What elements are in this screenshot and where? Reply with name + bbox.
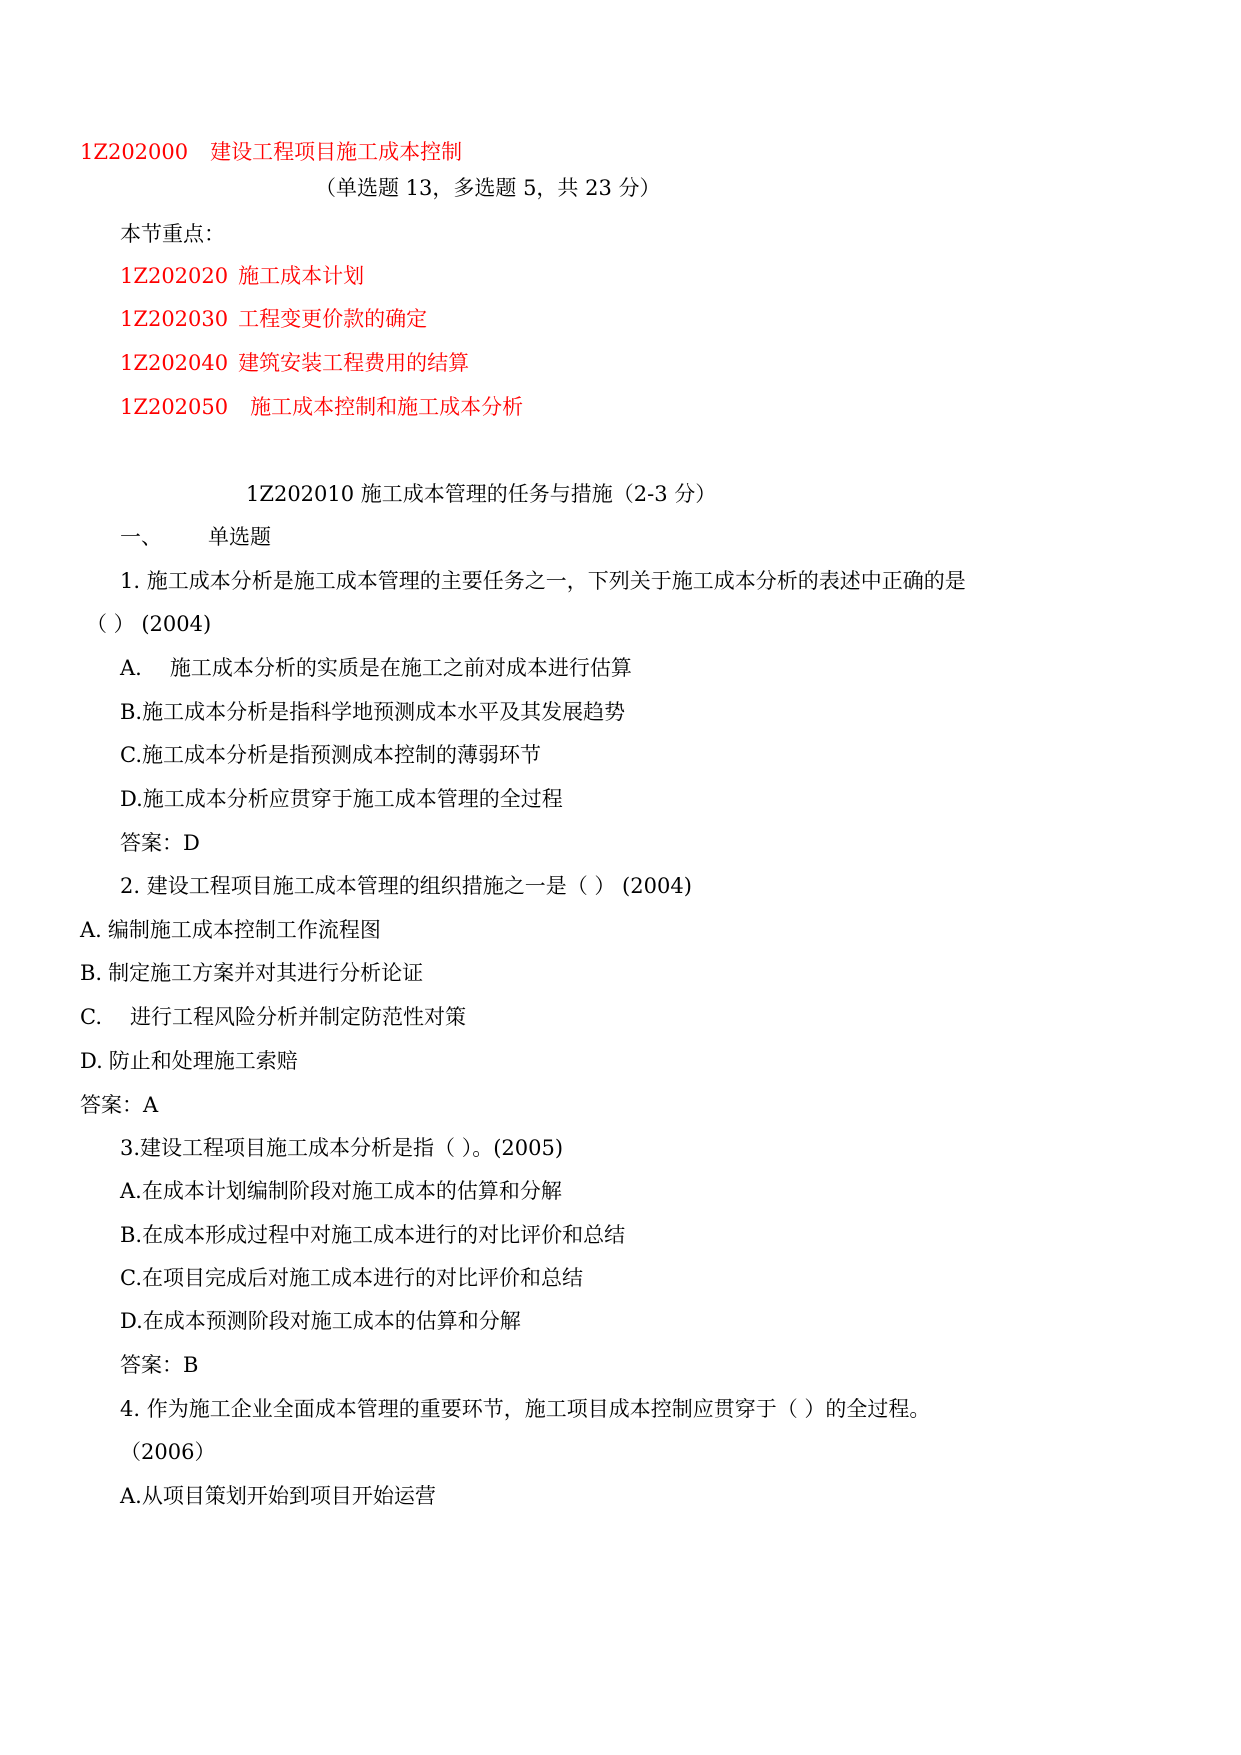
- key-point-code: 1Z202030: [120, 307, 229, 331]
- question-option: [120, 1220, 625, 1250]
- option-text: 施工成本分析应贯穿于施工成本管理的全过程: [142, 787, 563, 811]
- question-option: [80, 1046, 298, 1076]
- option-label: A.: [120, 1179, 142, 1203]
- question-answer: 答案：A: [80, 1093, 159, 1117]
- question-option: [120, 1481, 436, 1511]
- key-point-item: [120, 304, 427, 334]
- question-stem-continuation: （ ） (2004): [86, 612, 212, 636]
- option-text: 防止和处理施工索赔: [108, 1049, 298, 1073]
- question-answer: 答案：B: [120, 1353, 199, 1377]
- question-option: [120, 653, 632, 683]
- option-text: 进行工程风险分析并制定防范性对策: [130, 1005, 466, 1029]
- option-label: B.: [80, 961, 103, 985]
- option-label: C.: [120, 743, 142, 767]
- question-option: [80, 1002, 466, 1032]
- option-label: A.: [120, 1484, 142, 1508]
- option-label: D.: [80, 1049, 103, 1073]
- key-point-code: 1Z202040: [120, 351, 229, 375]
- question-option: [120, 784, 563, 814]
- question-stem: 3.建设工程项目施工成本分析是指（ ）。(2005): [120, 1136, 564, 1160]
- key-point-code: 1Z202050: [120, 395, 229, 419]
- option-text: 在成本计划编制阶段对施工成本的估算和分解: [141, 1179, 562, 1203]
- option-text: 施工成本分析的实质是在施工之前对成本进行估算: [169, 656, 632, 680]
- option-text: 在成本预测阶段对施工成本的估算和分解: [142, 1309, 521, 1333]
- chapter-code: 1Z202000: [80, 140, 189, 164]
- key-point-title: 工程变更价款的确定: [238, 307, 428, 331]
- question-option: [120, 740, 541, 770]
- key-point-title: 施工成本计划: [238, 264, 365, 288]
- chapter-subtitle: （单选题 13，多选题 5，共 23 分）: [315, 176, 661, 200]
- question-option: [120, 1176, 562, 1206]
- option-text: 施工成本分析是指预测成本控制的薄弱环节: [142, 743, 541, 767]
- option-label: D.: [120, 787, 143, 811]
- question-option: [120, 1306, 521, 1336]
- question-answer: 答案：D: [120, 831, 200, 855]
- part-title: 单选题: [208, 525, 271, 549]
- key-point-code: 1Z202020: [120, 264, 229, 288]
- key-point-item: [120, 392, 523, 422]
- option-label: B.: [120, 700, 143, 724]
- option-text: 在成本形成过程中对施工成本进行的对比评价和总结: [142, 1223, 626, 1247]
- option-text: 施工成本分析是指科学地预测成本水平及其发展趋势: [142, 700, 626, 724]
- question-stem-continuation: （2006）: [120, 1440, 216, 1464]
- option-text: 从项目策划开始到项目开始运营: [141, 1484, 436, 1508]
- option-label: B.: [120, 1223, 143, 1247]
- question-option: [80, 958, 423, 988]
- chapter-title: 建设工程项目施工成本控制: [210, 140, 463, 164]
- question-option: [80, 915, 381, 945]
- question-stem: 1. 施工成本分析是施工成本管理的主要任务之一，下列关于施工成本分析的表述中正确的是: [120, 569, 966, 593]
- option-text: 在项目完成后对施工成本进行的对比评价和总结: [142, 1266, 583, 1290]
- option-label: C.: [120, 1266, 142, 1290]
- option-label: A.: [80, 918, 102, 942]
- key-point-item: [120, 261, 364, 291]
- key-point-item: [120, 348, 469, 378]
- key-point-title: 施工成本控制和施工成本分析: [250, 395, 524, 419]
- option-text: 编制施工成本控制工作流程图: [107, 918, 381, 942]
- option-label: D.: [120, 1309, 143, 1333]
- chapter-heading: [80, 137, 462, 167]
- option-label: A.: [120, 656, 142, 680]
- key-point-title: 建筑安装工程费用的结算: [238, 351, 470, 375]
- question-option: [120, 1263, 583, 1293]
- section-title: 1Z202010 施工成本管理的任务与措施（2-3 分）: [246, 482, 717, 506]
- question-option: [120, 697, 625, 727]
- key-points-heading: 本节重点：: [120, 222, 225, 246]
- option-label: C.: [80, 1005, 102, 1029]
- question-stem: 4. 作为施工企业全面成本管理的重要环节，施工项目成本控制应贯穿于（ ）的全过程。: [120, 1397, 931, 1421]
- part-number: 一、: [120, 525, 162, 549]
- question-stem: 2. 建设工程项目施工成本管理的组织措施之一是（ ） (2004): [120, 874, 692, 898]
- part-heading: [120, 522, 271, 552]
- option-text: 制定施工方案并对其进行分析论证: [108, 961, 424, 985]
